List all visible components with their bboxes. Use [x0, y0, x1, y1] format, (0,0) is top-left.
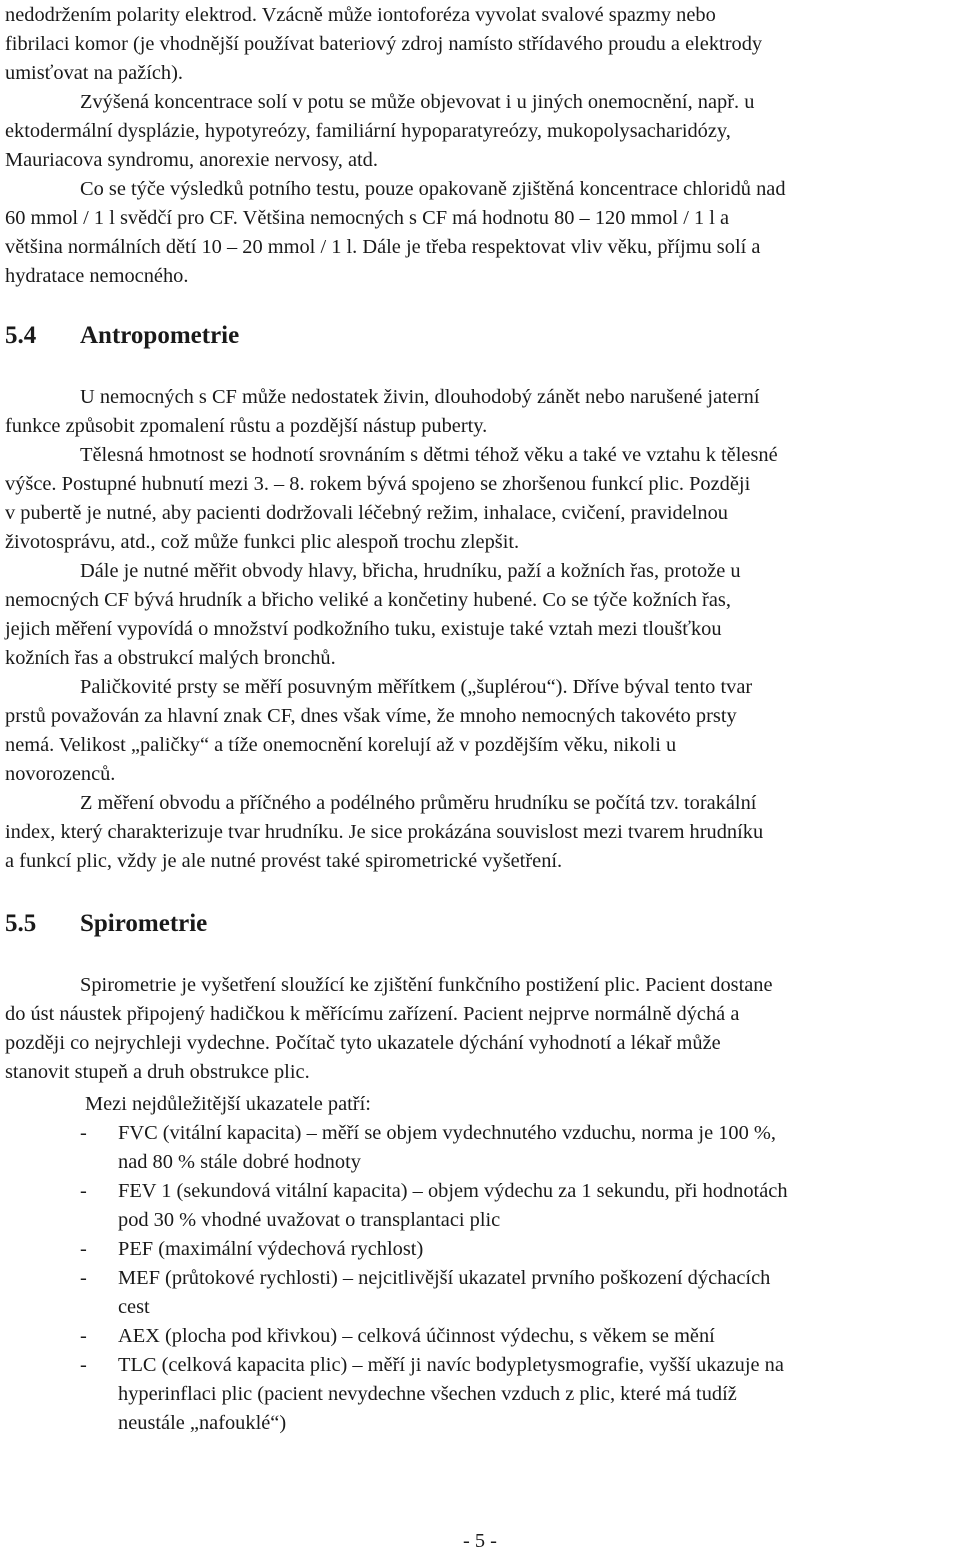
list-item-text: MEF (průtokové rychlosti) – nejcitlivější ukazatel prvního poškození dýchacích [118, 1267, 771, 1289]
text-line: do úst náustek připojený hadičkou k měřícímu zařízení. Pacient nejprve normálně dýchá a [5, 1003, 740, 1025]
text-line: výšce. Postupné hubnutí mezi 3. – 8. rokem bývá spojeno se zhoršenou funkcí plic. Později [5, 473, 751, 495]
text-line: Spirometrie je vyšetření sloužící ke zjištění funkčního postižení plic. Pacient dostane [80, 974, 773, 996]
bullet-dash: - [80, 1238, 87, 1260]
list-item-text: PEF (maximální výdechová rychlost) [118, 1238, 424, 1260]
text-line: U nemocných s CF může nedostatek živin, dlouhodobý zánět nebo narušené jaterní [80, 386, 760, 408]
bullet-dash: - [80, 1354, 87, 1376]
page-number: - 5 - [463, 1530, 497, 1552]
text-line: Tělesná hmotnost se hodnotí srovnáním s dětmi téhož věku a také ve vztahu k tělesné [80, 444, 778, 466]
bullet-dash: - [80, 1180, 87, 1202]
text-line: index, který charakterizuje tvar hrudníku. Je sice prokázána souvislost mezi tvarem hrudníku [5, 821, 764, 843]
list-item-text: AEX (plocha pod křivkou) – celková účinnost výdechu, s věkem se mění [118, 1325, 715, 1347]
text-line: většina normálních dětí 10 – 20 mmol / 1 l. Dále je třeba respektovat vliv věku, příjmu solí a [5, 236, 761, 258]
text-line: kožních řas a obstrukcí malých bronchů. [5, 647, 336, 669]
text-line: Dále je nutné měřit obvody hlavy, břicha, hrudníku, paží a kožních řas, protože u [80, 560, 741, 582]
text-line: stanovit stupeň a druh obstrukce plic. [5, 1061, 310, 1083]
text-line: fibrilaci komor (je vhodnější používat bateriový zdroj namísto střídavého proudu a elektrody [5, 33, 763, 55]
text-line: 60 mmol / 1 l svědčí pro CF. Většina nemocných s CF má hodnotu 80 – 120 mmol / 1 l a [5, 207, 730, 229]
list-item-text: nad 80 % stále dobré hodnoty [118, 1151, 361, 1173]
text-line: v pubertě je nutné, aby pacienti dodržovali léčebný režim, inhalace, cvičení, pravidelnou [5, 502, 729, 524]
list-item-text: FEV 1 (sekundová vitální kapacita) – objem výdechu za 1 sekundu, při hodnotách [118, 1180, 788, 1202]
section-number: 5.4 [5, 322, 37, 349]
section-title: Spirometrie [80, 910, 208, 937]
text-line: nemocných CF bývá hrudník a břicho veliké a končetiny hubené. Co se týče kožních řas, [5, 589, 731, 611]
text-line: Paličkovité prsty se měří posuvným měřítkem („šuplérou“). Dříve býval tento tvar [80, 676, 753, 698]
list-item-text: hyperinflaci plic (pacient nevydechne všechen vzduch z plic, které má tudíž [118, 1383, 737, 1405]
text-line: jejich měření vypovídá o množství podkožního tuku, existuje také vztah mezi tloušťkou [5, 618, 722, 640]
text-line: Mauriacova syndromu, anorexie nervosy, atd. [5, 149, 378, 171]
list-item-text: FVC (vitální kapacita) – měří se objem vydechnutého vzduchu, norma je 100 %, [118, 1122, 776, 1144]
text-line: nedodržením polarity elektrod. Vzácně může iontoforéza vyvolat svalové spazmy nebo [5, 4, 716, 26]
bullet-dash: - [80, 1267, 87, 1289]
list-intro: Mezi nejdůležitější ukazatele patří: [85, 1093, 371, 1115]
section-number: 5.5 [5, 910, 37, 937]
text-line: Zvýšená koncentrace solí v potu se může objevovat i u jiných onemocnění, např. u [80, 91, 755, 113]
list-item-text: TLC (celková kapacita plic) – měří ji navíc bodypletysmografie, vyšší ukazuje na [118, 1354, 784, 1376]
text-line: ektodermální dysplázie, hypotyreózy, familiární hypoparatyreózy, mukopolysacharidózy, [5, 120, 731, 142]
list-item-text: pod 30 % vhodné uvažovat o transplantaci plic [118, 1209, 501, 1231]
text-line: Co se týče výsledků potního testu, pouze opakovaně zjištěná koncentrace chloridů nad [80, 178, 786, 200]
text-line: Z měření obvodu a příčného a podélného průměru hrudníku se počítá tzv. torakální [80, 792, 757, 814]
section-title: Antropometrie [80, 322, 240, 349]
list-item-text: cest [118, 1296, 150, 1318]
bullet-dash: - [80, 1122, 87, 1144]
text-line: později co nejrychleji vydechne. Počítač tyto ukazatele dýchání vyhodnotí a lékař může [5, 1032, 721, 1054]
text-line: životosprávu, atd., což může funkci plic alespoň trochu zlepšit. [5, 531, 520, 553]
text-line: a funkcí plic, vždy je ale nutné provést také spirometrické vyšetření. [5, 850, 563, 872]
text-line: novorozenců. [5, 763, 116, 785]
list-item-text: neustále „nafouklé“) [118, 1412, 287, 1434]
text-line: umisťovat na pažích). [5, 62, 184, 84]
text-line: prstů považován za hlavní znak CF, dnes však víme, že mnoho nemocných takovéto prsty [5, 705, 737, 727]
text-line: hydratace nemocného. [5, 265, 189, 287]
bullet-dash: - [80, 1325, 87, 1347]
text-line: funkce způsobit zpomalení růstu a pozdější nástup puberty. [5, 415, 488, 437]
text-line: nemá. Velikost „paličky“ a tíže onemocnění korelují až v pozdějším věku, nikoli u [5, 734, 677, 756]
